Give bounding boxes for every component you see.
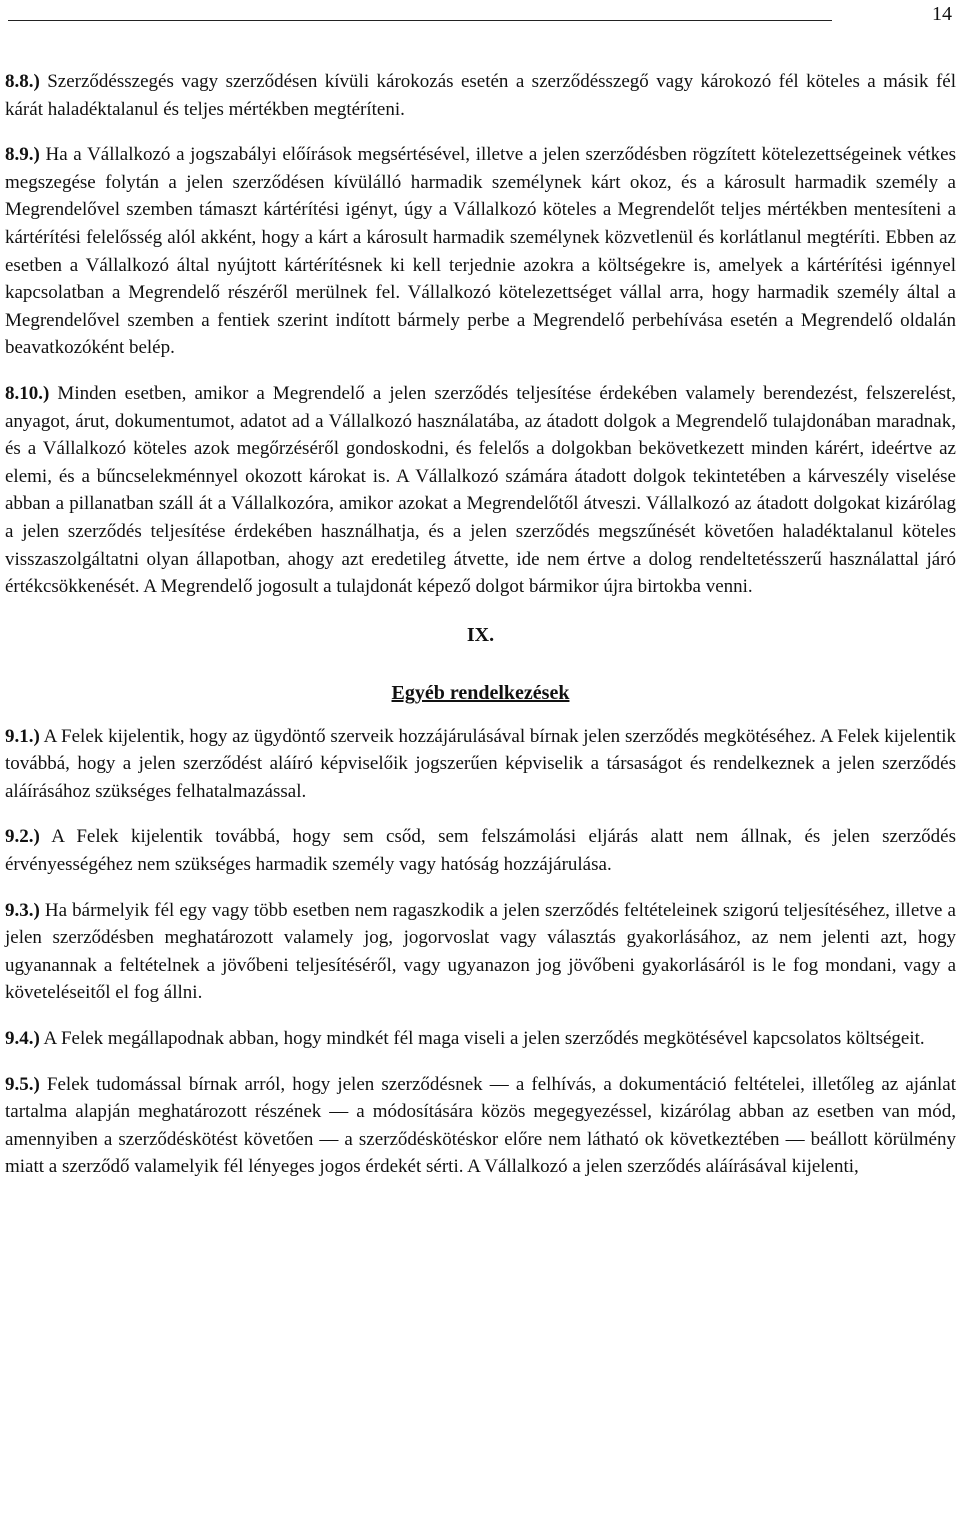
page-number: 14 <box>932 3 952 25</box>
paragraph-text: Ha bármelyik fél egy vagy több esetben nem ragaszkodik a jelen szerződés feltételeinek szigorú teljesítéséhez, illetve a jelen szerződésben meghatározott valamely jog, jogorvoslat vagy választás gyakorlásához, az nem jelenti azt, hogy ugyanannak a feltételnek a jövőbeni teljesítéséről, vagy ugyanazon jog jövőbeni gyakorlásáról is le fog mondani, vagy a követeléseitől el fog állni. <box>5 899 956 1004</box>
header-rule <box>8 20 832 21</box>
paragraph-9-3 <box>5 897 956 1007</box>
paragraph-text: Ha a Vállalkozó a jogszabályi előírások megsértésével, illetve a jelen szerződésben rögzített kötelezettségeinek vétkes megszegése folytán a jelen szerződésen kívülálló harmadik személynek kárt okoz, és a károsult harmadik személy a Megrendelővel szemben támaszt kártérítési igényt, úgy a Vállalkozó köteles a Megrendelőt teljes mértékben mentesíteni a kártérítési felelősség alól akként, hogy a kárt a károsult harmadik személynek közvetlenül és korlátlanul megtéríti. Ebben az esetben a Vállalkozó által nyújtott kártérítésnek ki kell terjednie azokra a költségekre is, amelyek a kártérítési igénnyel kapcsolatban a Megrendelő részéről merülnek fel. Vállalkozó kötelezettséget vállal arra, hogy harmadik személy által a Megrendelővel szemben a fentiek szerint indított bármely perbe a Megrendelő perbehívása esetén a Megrendelő oldalán beavatkozóként belép. <box>5 144 956 359</box>
paragraph-8-9 <box>5 141 956 362</box>
paragraph-text: A Felek megállapodnak abban, hogy mindkét fél maga viseli a jelen szerződés megkötésével kapcsolatos költségeit. <box>39 1028 925 1050</box>
document-body <box>5 68 956 1181</box>
paragraph-number: 8.8.) <box>5 71 40 92</box>
paragraph-text: A Felek kijelentik továbbá, hogy sem csőd, sem felszámolási eljárás alatt nem állnak, és jelen szerződés érvényességéhez nem szükséges harmadik személy vagy hatóság hozzájárulása. <box>5 826 956 876</box>
paragraph-9-2 <box>5 823 956 878</box>
paragraph-9-5 <box>5 1071 956 1181</box>
paragraph-text: Felek tudomással bírnak arról, hogy jelen szerződésnek — a felhívás, a dokumentáció feltételei, illetőleg az ajánlat tartalma alapján meghatározott részének — a módosítására közös megegyezéssel, kizárólag abban az esetben van mód, amennyiben a szerződéskötést követően — a szerződéskötéskor előre nem látható ok következtében — beállott körülmény miatt a szerződő valamelyik fél lényeges jogos érdekét sérti. A Vállalkozó a jelen szerződés aláírásával kijelenti, <box>5 1073 956 1178</box>
paragraph-number: 9.3.) <box>5 899 40 921</box>
paragraph-9-1 <box>5 723 956 806</box>
paragraph-text: Szerződésszegés vagy szerződésen kívüli károkozás esetén a szerződésszegő vagy károkozó fél köteles a másik fél kárát haladéktalanul és teljes mértékben megtéríteni. <box>5 71 956 120</box>
paragraph-text: Minden esetben, amikor a Megrendelő a jelen szerződés teljesítése érdekében valamely berendezést, felszerelést, anyagot, árut, dokumentumot, adatot ad a Vállalkozó használatába, az átadott dolgok a Megrendelő tulajdonában maradnak, és a Vállalkozó köteles azok megőrzéséről gondoskodni, és felelős a dolgokban bekövetkezett minden kárért, ideértve az elemi, és a bűncselekménnyel okozott károkat is. A Vállalkozó számára átadott dolgok tekintetében a kárveszély viselése abban a pillanatban száll át a Vállalkozóra, amikor azokat a Megrendelőtől átveszi. Vállalkozó az átadott dolgokat kizárólag a jelen szerződés teljesítése érdekében használhatja, és a jelen szerződés megszűnését követően haladéktalanul köteles visszaszolgáltatni olyan állapotban, ahogy azt eredetileg átvette, ide nem értve a dolog rendeltetésszerű használattal járó értékcsökkenését. A Megrendelő jogosult a tulajdonát képező dolgot bármikor újra birtokba venni. <box>5 382 956 598</box>
paragraph-number: 9.5.) <box>5 1073 40 1095</box>
paragraph-number: 8.9.) <box>5 144 40 166</box>
paragraph-number: 9.2.) <box>5 826 40 848</box>
paragraph-number: 8.10.) <box>5 382 50 404</box>
paragraph-8-10 <box>5 380 956 601</box>
paragraph-9-4 <box>5 1025 956 1053</box>
section-number: IX. <box>466 623 495 646</box>
paragraph-text: A Felek kijelentik, hogy az ügydöntő szerveik hozzájárulásával bírnak jelen szerződés megkötéséhez. A Felek kijelentik továbbá, hogy a jelen szerződést aláíró képviselőik jogszerűen képviselik a társaságot és rendelkeznek a jelen szerződés aláírásához szükséges felhatalmazással. <box>5 725 956 802</box>
paragraph-number: 9.4.) <box>5 1028 40 1050</box>
paragraph-number: 9.1.) <box>5 725 40 747</box>
section-title: Egyéb rendelkezések <box>391 681 570 704</box>
paragraph-8-8 <box>5 68 956 123</box>
